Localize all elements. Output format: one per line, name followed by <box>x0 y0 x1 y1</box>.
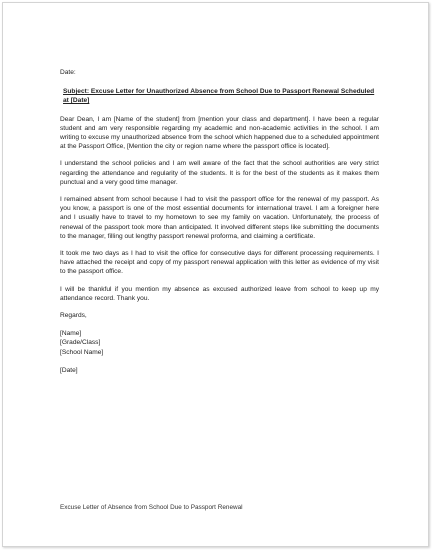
paragraph-reason: I remained absent from school because I had to visit the passport office for the renewal of my passport. As you know, a passport is one of the most essential documents for international travel. I am a foreigner here and I usually have to travel to my hometown to see my family on vacation. Unfortunately, the process of renewal of the passport took more than anticipated. It involved different steps like submitting the documents to the manager, filling out lengthy passport renewal proforma, and claiming a certificate. <box>60 196 379 240</box>
footer-caption: Excuse Letter of Absence from School Due to Passport Renewal <box>60 504 243 511</box>
letter-body <box>60 68 379 375</box>
date-label: Date: <box>60 69 76 76</box>
subject-line: Subject: Excuse Letter for Unauthorized Absence from School Due to Passport Renewal Scheduled at [Date] <box>63 88 375 105</box>
signature-school: [School Name] <box>60 348 104 356</box>
paragraph-policy: I understand the school policies and I am well aware of the fact that the school authorities are very strict regarding the attendance and regularity of the students. It is for the best of the students as it makes them punctual and a very good time manager. <box>60 160 379 186</box>
signature-name: [Name] <box>60 330 82 338</box>
paragraph-introduction: Dear Dean, I am [Name of the student] from [mention your class and department]. I have been a regular student and am very responsible regarding my academic and non-academic activities in the school. I am writing to excuse my unauthorized absence from the school which happened due to a scheduled appointment at the Passport Office, [Mention the city or region name where the passport office is located]. <box>60 115 379 151</box>
signature-grade: [Grade/Class] <box>60 339 101 347</box>
signature-block <box>60 329 379 357</box>
date-placeholder: [Date] <box>60 366 78 374</box>
closing-salutation: Regards, <box>60 312 87 320</box>
paragraph-request: I will be thankful if you mention my absence as excused authorized leave from school to keep up my attendance record. Thank you. <box>60 285 379 302</box>
paragraph-evidence: It took me two days as I had to visit the office for consecutive days for different processing requirements. I have attached the receipt and copy of my passport renewal application with this letter as evidence of my visit to the passport office. <box>60 250 379 276</box>
document-page <box>2 2 429 547</box>
